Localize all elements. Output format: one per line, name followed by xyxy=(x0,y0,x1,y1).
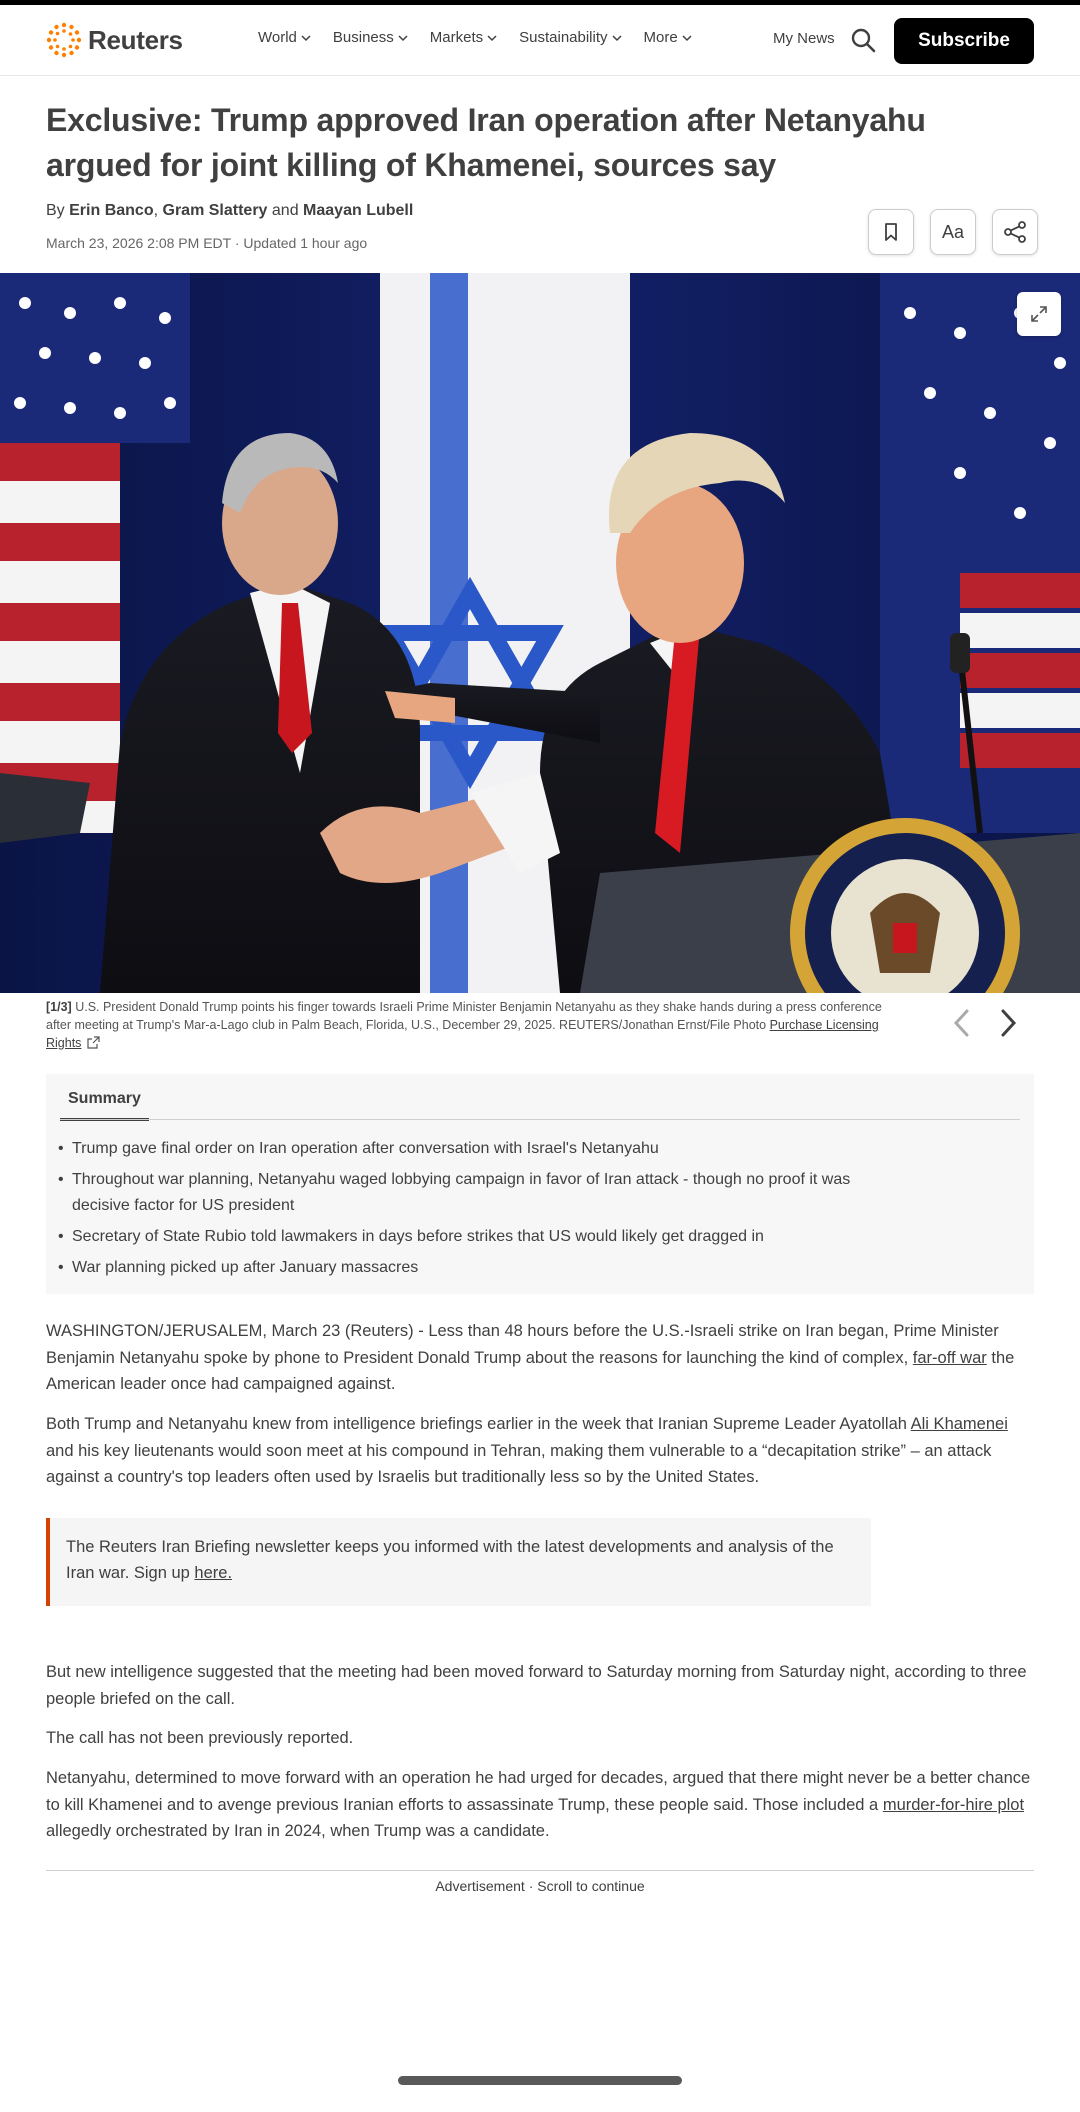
share-icon xyxy=(1003,221,1027,243)
summary-tab[interactable]: Summary xyxy=(60,1090,149,1121)
newsletter-text xyxy=(66,1534,856,1586)
font-size-icon: Aa xyxy=(941,221,965,242)
reuters-logo-icon xyxy=(46,22,82,58)
author-link[interactable]: Gram Slattery xyxy=(162,202,268,219)
external-link-icon xyxy=(87,1036,100,1049)
summary-item: • Secretary of State Rubio told lawmakers in days before strikes that US would likely get dragged in xyxy=(58,1224,888,1250)
article-headline: Exclusive: Trump approved Iran operation after Netanyahu argued for joint killing of Khamenei, sources say xyxy=(46,102,926,183)
share-button[interactable] xyxy=(992,209,1038,255)
article-paragraph: But new intelligence suggested that the meeting had been moved forward to Saturday morning from Saturday night, according to three people briefed on the call. xyxy=(46,1663,1027,1708)
font-size-button[interactable] xyxy=(930,209,976,255)
expand-icon xyxy=(1029,304,1049,324)
summary-list xyxy=(58,1136,888,1286)
paragraph-text: Both Trump and Netanyahu knew from intelligence briefings earlier in the week that Iranian Supreme Leader Ayatollah xyxy=(46,1415,907,1433)
byline-separator: , xyxy=(153,202,159,219)
hero-photo[interactable] xyxy=(0,273,1080,993)
article-paragraph xyxy=(46,1765,1034,1845)
nav-label: World xyxy=(258,29,297,46)
byline-prefix: By xyxy=(46,202,65,219)
article-date: March 23, 2026 2:08 PM EDT · Updated 1 hour ago xyxy=(46,235,368,251)
summary-divider xyxy=(60,1119,1020,1120)
nav-label: Business xyxy=(332,29,394,46)
author-link[interactable]: Erin Banco xyxy=(69,202,154,219)
newsletter-copy: The Reuters Iran Briefing newsletter keeps you informed with the latest developments and analysis of the Iran war. Sign up xyxy=(66,1538,834,1582)
chevron-down-icon xyxy=(398,33,408,43)
main-nav xyxy=(258,29,714,46)
nav-markets[interactable] xyxy=(430,29,497,46)
paragraph-text: WASHINGTON/JERUSALEM, March 23 (Reuters) - Less than 48 hours before the U.S.-Israeli strike on Iran began, Prime Minister Benjamin Netanyahu spoke by phone to President Donald Trump about the reasons for launching the kind of complex, xyxy=(46,1322,999,1367)
nav-more[interactable] xyxy=(644,29,692,46)
murder-for-hire-plot-link[interactable]: murder-for-hire plot xyxy=(882,1795,1025,1814)
gallery-index: [1/3] xyxy=(46,1000,72,1014)
gallery-next-button[interactable] xyxy=(996,1008,1020,1038)
paragraph-text: and his key lieutenants would soon meet at his compound in Tehran, making them vulnerable to a “decapitation strike” – an attack against a country's top leaders often used by Israelis but traditionally less so by the United States. xyxy=(46,1441,992,1486)
article-paragraph: The call has not been previously reported. xyxy=(46,1729,354,1747)
article-tools xyxy=(868,209,1038,255)
my-news-link[interactable]: My News xyxy=(773,30,835,47)
far-off-war-link[interactable]: far-off war xyxy=(912,1348,987,1367)
home-indicator[interactable] xyxy=(398,2076,682,2085)
logo-text: Reuters xyxy=(88,24,183,55)
nav-label: Markets xyxy=(429,29,484,46)
ad-divider xyxy=(46,1870,1034,1871)
subscribe-button[interactable]: Subscribe xyxy=(894,18,1034,64)
byline xyxy=(46,202,413,220)
newsletter-promo xyxy=(46,1518,871,1606)
chevron-down-icon xyxy=(301,33,311,43)
site-header xyxy=(0,5,1080,76)
chevron-down-icon xyxy=(487,33,497,43)
ali-khamenei-link[interactable]: Ali Khamenei xyxy=(910,1415,1008,1433)
nav-world[interactable] xyxy=(258,29,311,46)
caption-text: U.S. President Donald Trump points his finger towards Israeli Prime Minister Benjamin Netanyahu as they shake hands during a press conference after meeting at Trump's Mar-a-Lago club in Palm Beach, Florida, U.S., December 29, 2025. REUTERS/Jonathan Ernst/File Photo xyxy=(46,1000,882,1032)
chevron-down-icon xyxy=(612,33,622,43)
bookmark-icon xyxy=(883,222,899,242)
author-link[interactable]: Maayan Lubell xyxy=(303,202,414,219)
search-icon[interactable] xyxy=(850,27,876,53)
summary-item: • Trump gave final order on Iran operation after conversation with Israel's Netanyahu xyxy=(58,1136,888,1162)
expand-image-button[interactable] xyxy=(1017,292,1061,336)
paragraph-text: Netanyahu, determined to move forward with an operation he had urged for decades, argued that there might never be a better chance to kill Khamenei and to avenge previous Iranian efforts to assassinate Trump, these people said. Those included a xyxy=(46,1769,1031,1814)
nav-business[interactable] xyxy=(333,29,408,46)
article-paragraph xyxy=(46,1318,1034,1398)
newsletter-signup-link[interactable]: here. xyxy=(194,1564,233,1582)
photo-caption xyxy=(46,998,906,1052)
paragraph-text: allegedly orchestrated by Iran in 2024, when Trump was a candidate. xyxy=(46,1822,550,1840)
nav-label: Sustainability xyxy=(519,29,608,46)
byline-and: and xyxy=(271,202,299,219)
bookmark-button[interactable] xyxy=(868,209,914,255)
reuters-logo[interactable] xyxy=(46,21,183,59)
photo-illustration xyxy=(0,273,1080,993)
paragraph-text: the American leader once had campaigned against. xyxy=(46,1348,1015,1393)
summary-item: • Throughout war planning, Netanyahu waged lobbying campaign in favor of Iran attack - though no proof it was decisive factor for US president xyxy=(58,1167,888,1219)
nav-sustainability[interactable] xyxy=(519,29,621,46)
gallery-prev-button[interactable] xyxy=(950,1008,974,1038)
purchase-licensing-link[interactable]: Purchase Licensing Rights xyxy=(46,1018,879,1050)
summary-item: • War planning picked up after January massacres xyxy=(58,1255,888,1281)
chevron-down-icon xyxy=(682,33,692,43)
article-paragraph xyxy=(46,1411,1034,1491)
summary-box xyxy=(46,1074,1034,1294)
advertisement-label: Advertisement · Scroll to continue xyxy=(435,1878,645,1894)
nav-label: More xyxy=(643,29,678,46)
